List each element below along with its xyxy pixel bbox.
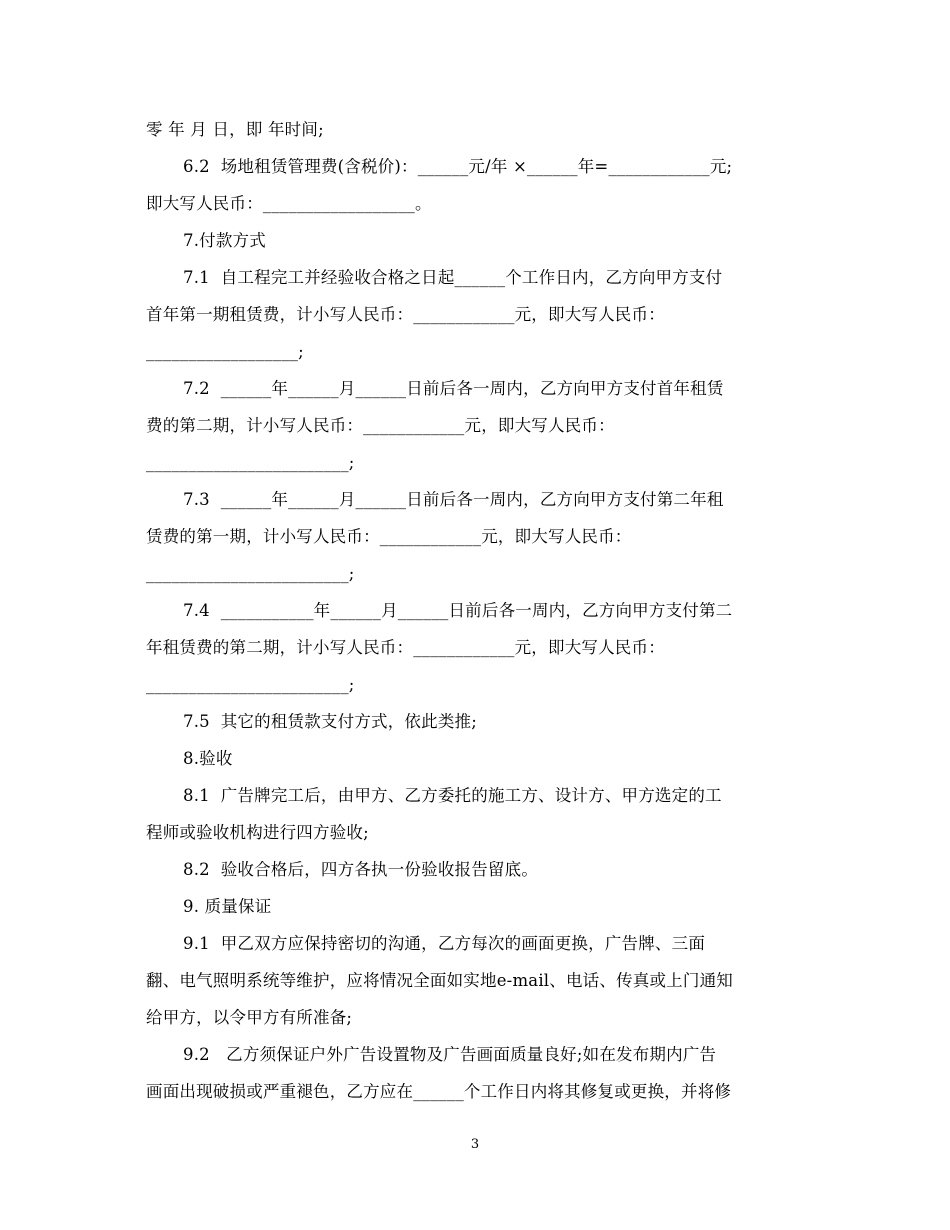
text-line-6: 首年第一期租赁费，计小写人民币：____________元，即大写人民币： xyxy=(146,305,665,324)
text-line-7: __________________; xyxy=(146,342,304,361)
text-line-27: 画面出现破损或严重褪色，乙方应在______个工作日内将其修复或更换，并将修 xyxy=(146,1082,732,1101)
text-line-1: 零 年 月 日，即 年时间; xyxy=(146,120,324,139)
text-line-5: 7.1 自工程完工并经验收合格之日起______个工作日内，乙方向甲方支付 xyxy=(183,268,723,287)
text-line-23: 9.1 甲乙双方应保持密切的沟通，乙方每次的画面更换，广告牌、三面 xyxy=(183,934,706,953)
section-heading-7: 7.付款方式 xyxy=(183,231,266,250)
text-line-8: 7.2 ______年______月______日前后各一周内，乙方向甲方支付首年租赁 xyxy=(183,379,724,398)
section-heading-9: 9. 质量保证 xyxy=(183,897,272,916)
text-line-2: 6.2 场地租赁管理费(含税价)：______元/年 ×______年=____________元; xyxy=(183,157,733,176)
text-line-25: 给甲方，以令甲方有所准备; xyxy=(146,1008,353,1027)
section-heading-8: 8.验收 xyxy=(183,749,233,768)
text-line-15: 年租赁费的第二期，计小写人民币：____________元，即大写人民币： xyxy=(146,638,665,657)
text-line-20: 程师或验收机构进行四方验收; xyxy=(146,823,369,842)
text-line-16: ________________________; xyxy=(146,675,355,694)
text-line-21: 8.2 验收合格后，四方各执一份验收报告留底。 xyxy=(183,860,539,879)
text-line-19: 8.1 广告牌完工后，由甲方、乙方委托的施工方、设计方、甲方选定的工 xyxy=(183,786,722,805)
text-line-24: 翻、电气照明系统等维护，应将情况全面如实地e-mail、电话、传真或上门通知 xyxy=(146,971,733,990)
text-line-12: 赁费的第一期，计小写人民币：____________元，即大写人民币： xyxy=(146,527,632,546)
text-line-14: 7.4 ___________年______月______日前后各一周内，乙方向甲方支付第二 xyxy=(183,601,733,620)
page-number: 3 xyxy=(470,1137,480,1152)
text-line-3: 即大写人民币：__________________。 xyxy=(146,194,432,213)
text-line-17: 7.5 其它的租赁款支付方式，依此类推; xyxy=(183,712,477,731)
text-line-10: ________________________; xyxy=(146,453,355,472)
text-line-9: 费的第二期，计小写人民币：____________元，即大写人民币： xyxy=(146,416,615,435)
text-line-13: ________________________; xyxy=(146,564,355,583)
text-line-26: 9.2 乙方须保证户外广告设置物及广告画面质量良好;如在发布期内广告 xyxy=(183,1045,717,1064)
text-line-11: 7.3 ______年______月______日前后各一周内，乙方向甲方支付第二年租 xyxy=(183,490,724,509)
